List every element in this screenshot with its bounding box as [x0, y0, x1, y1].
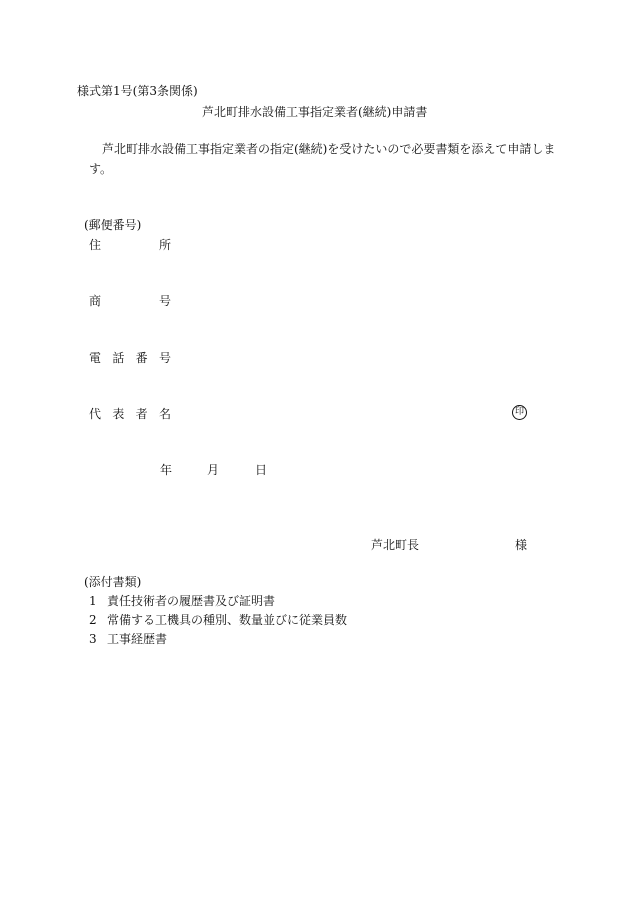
date-day: 日: [255, 463, 268, 477]
representative-label-char: 者: [135, 407, 148, 421]
address-label-char: 住: [89, 238, 102, 252]
date-month: 月: [207, 463, 220, 477]
address-label: [89, 238, 171, 252]
address-label-char: 所: [158, 238, 171, 252]
document-title: 芦北町排水設備工事指定業者(継続)申請書: [202, 105, 428, 119]
attachment-number: 1: [89, 594, 97, 608]
attachment-item: [89, 632, 167, 646]
phone-label-char: 電: [89, 351, 102, 365]
recipient-name: 芦北町長: [371, 538, 420, 552]
attachment-item: [89, 594, 275, 608]
representative-name-label: [89, 407, 171, 421]
seal-mark: 印: [512, 405, 527, 420]
phone-label-char: 話: [112, 351, 125, 365]
attachment-item: [89, 613, 347, 627]
postal-code-label: (郵便番号): [84, 218, 142, 232]
phone-number-label: [89, 351, 171, 365]
recipient-honorific: 様: [515, 538, 528, 552]
attachment-text: 常備する工機具の種別、数量並びに従業員数: [107, 613, 348, 627]
body-text-line-2: す。: [89, 162, 113, 176]
representative-label-char: 表: [112, 407, 125, 421]
attachment-text: 工事経歴書: [107, 632, 168, 646]
attachments-heading: (添付書類): [84, 575, 142, 589]
attachment-text: 責任技術者の履歴書及び証明書: [107, 594, 276, 608]
representative-label-char: 代: [89, 407, 102, 421]
trade-name-label: [89, 294, 171, 308]
attachment-number: 3: [89, 632, 97, 646]
phone-label-char: 番: [135, 351, 148, 365]
form-number: 様式第1号(第3条関係): [77, 84, 198, 98]
representative-label-char: 名: [158, 407, 171, 421]
trade-name-label-char: 号: [158, 294, 171, 308]
trade-name-label-char: 商: [89, 294, 102, 308]
attachment-number: 2: [89, 613, 97, 627]
body-text-line-1: 芦北町排水設備工事指定業者の指定(継続)を受けたいので必要書類を添えて申請しま: [102, 142, 556, 156]
phone-label-char: 号: [158, 351, 171, 365]
date-year: 年: [160, 463, 173, 477]
